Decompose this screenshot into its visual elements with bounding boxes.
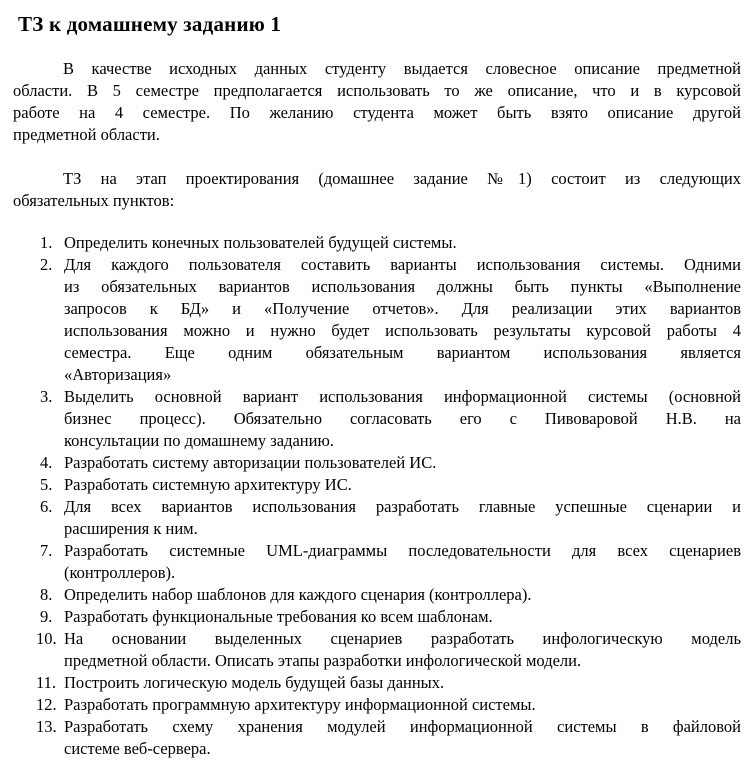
task-item (40, 254, 741, 386)
task-item (40, 386, 741, 452)
task-number: 9. (40, 607, 53, 626)
text-line: Для всех вариантов использования разработать главные успешные сценарии и (64, 497, 741, 516)
text-line: использования можно и нужно будет использовать результаты курсовой работы 4 (64, 321, 741, 340)
text-line: предметной области. (13, 125, 160, 144)
text-line: Определить набор шаблонов для каждого сценария (контроллера). (64, 585, 532, 604)
text-line: «Авторизация» (64, 365, 172, 384)
text-line: Определить конечных пользователей будущей системы. (64, 233, 457, 252)
paragraph (13, 168, 741, 212)
task-number: 3. (40, 387, 53, 406)
task-item (36, 672, 741, 694)
task-item (40, 232, 741, 254)
text-line: На основании выделенных сценариев разработать инфологическую модель (64, 629, 741, 648)
text-line: (контроллеров). (64, 563, 176, 582)
text-line: Разработать системные UML-диаграммы последовательности для всех сценариев (64, 541, 741, 560)
text-line: расширения к ним. (64, 519, 198, 538)
task-item (36, 628, 741, 672)
task-item (36, 716, 741, 760)
task-number: 5. (40, 475, 53, 494)
text-line: работе на 4 семестре. По желанию студента может быть взято описание другой (13, 103, 741, 122)
text-line: системе веб-сервера. (64, 739, 211, 758)
task-number: 13. (36, 717, 57, 736)
task-number: 4. (40, 453, 53, 472)
task-item (40, 584, 741, 606)
text-line: Разработать функциональные требования ко всем шаблонам. (64, 607, 493, 626)
task-item (40, 496, 741, 540)
text-line: обязательных пунктов: (13, 191, 175, 210)
text-line: Разработать системную архитектуру ИС. (64, 475, 352, 494)
text-line: консультации по домашнему заданию. (64, 431, 334, 450)
task-item (36, 694, 741, 716)
task-list (13, 232, 741, 760)
task-number: 7. (40, 541, 53, 560)
text-line: семестра. Еще одним обязательным вариантом использования является (64, 343, 741, 362)
task-number: 1. (40, 233, 53, 252)
text-line: бизнес процесс). Обязательно согласовать его с Пивоваровой Н.В. на (64, 409, 741, 428)
task-item (40, 474, 741, 496)
intro-paragraphs (13, 58, 741, 212)
task-item (40, 606, 741, 628)
text-line: Выделить основной вариант использования информационной системы (основной (64, 387, 741, 406)
text-line: из обязательных вариантов использования должны быть пункты «Выполнение (64, 277, 741, 296)
task-number: 6. (40, 497, 53, 516)
task-number: 2. (40, 255, 53, 274)
text-line: Разработать программную архитектуру информационной системы. (64, 695, 536, 714)
text-line: В качестве исходных данных студенту выдается словесное описание предметной (63, 59, 741, 78)
task-number: 12. (36, 695, 57, 714)
task-number: 11. (36, 673, 57, 692)
text-line: Для каждого пользователя составить варианты использования системы. Одними (64, 255, 741, 274)
text-line: Разработать систему авторизации пользователей ИС. (64, 453, 437, 472)
text-line: предметной области. Описать этапы разработки инфологической модели. (64, 651, 582, 670)
task-item (40, 540, 741, 584)
text-line: Разработать схему хранения модулей информационной системы в файловой (64, 717, 741, 736)
text-line: области. В 5 семестре предполагается использовать то же описание, что и в курсовой (13, 81, 741, 100)
paragraph (13, 58, 741, 146)
page-title: ТЗ к домашнему заданию 1 (18, 12, 282, 36)
task-number: 10. (36, 629, 57, 648)
text-line: Построить логическую модель будущей базы данных. (64, 673, 445, 692)
task-number: 8. (40, 585, 53, 604)
task-item (40, 452, 741, 474)
text-line: запросов к БД» и «Получение отчетов». Для реализации этих вариантов (64, 299, 741, 318)
text-line: ТЗ на этап проектирования (домашнее задание №1) состоит из следующих (63, 169, 741, 188)
